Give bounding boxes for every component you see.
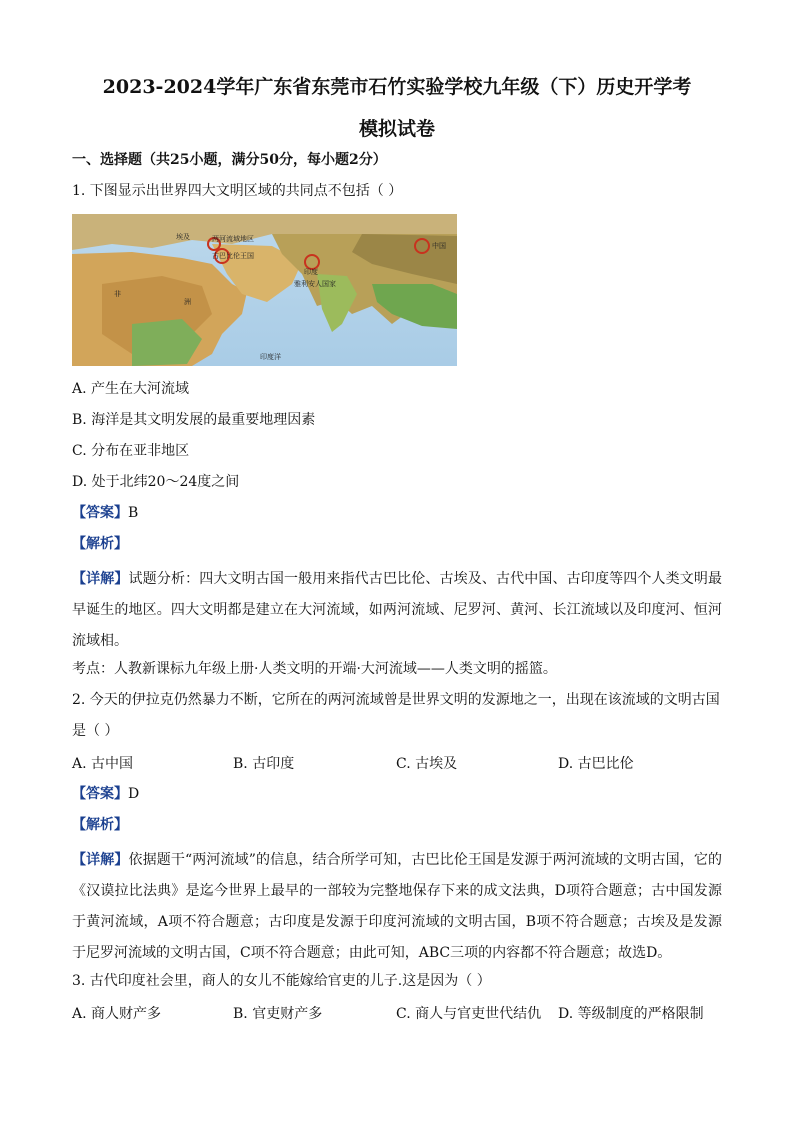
map-label-aryan: 雅利安人国家 [294,280,336,288]
map-label-india: 印度 [304,268,318,276]
page-title-line2: 模拟试卷 [358,118,435,140]
q3-option-c: C. 商人与官吏世代结仇 [396,1006,542,1022]
q3-option-b: B. 官吏财产多 [233,1006,323,1022]
page-title: 2023-2024学年广东省东莞市石竹实验学校九年级（下）历史开学考 [102,76,692,98]
answer-tag: 【答案】 [72,786,128,802]
q1-option-b: B. 海洋是其文明发展的最重要地理因素 [72,412,316,428]
q2-option-d: D. 古巴比伦 [558,756,634,772]
q2-answer [72,784,139,804]
map-label-africa-2: 洲 [184,298,191,306]
map-label-babylon: 古巴比伦王国 [212,252,254,260]
section-heading: 一、选择题（共25小题，满分50分，每小题2分） [72,152,387,168]
q1-option-d: D. 处于北纬20～24度之间 [72,474,240,490]
civilization-map [72,214,457,366]
map-label-africa-1: 非 [114,290,121,298]
q2-option-b: B. 古印度 [233,756,295,772]
answer-value: B [128,505,139,521]
detail-tag: 【详解】 [72,571,129,587]
answer-value: D [128,786,140,802]
q2-stem-line1: 2. 今天的伊拉克仍然暴力不断，它所在的两河流域曾是世界文明的发源地之一，出现在该流域的文明古国 [72,692,720,708]
q2-option-a: A. 古中国 [72,756,134,772]
q2-stem-line2: 是（ ） [72,723,119,739]
q1-detail: 【详解】试题分析：四大文明古国一般用来指代古巴比伦、古埃及、古代中国、古印度等四个人类文明最早诞生的地区。四大文明都是建立在大河流域，如两河流域、尼罗河、黄河、长江流域以及印度河、恒河流域相。 [72,571,723,649]
q3-stem: 3. 古代印度社会里，商人的女儿不能嫁给官吏的儿子.这是因为（ ） [72,973,491,989]
q2-detail: 【详解】依据题干“两河流域”的信息，结合所学可知，古巴比伦王国是发源于两河流域的文明古国，它的《汉谟拉比法典》是迄今世界上最早的一部较为完整地保存下来的成文法典，D项符合题意；古中国发源于黄河流域，A项不符合题意；古印度是发源于印度河流域的文明古国，B项不符合题意；古埃及是发源于尼罗河流域的文明古国，C项不符合题意；由此可知，ABC三项的内容都不符合题意；故选D。 [72,852,723,961]
q2-option-c: C. 古埃及 [396,756,458,772]
q2-analysis-tag: 【解析】 [72,817,128,833]
q3-option-a: A. 商人财产多 [72,1006,162,1022]
map-label-egypt: 埃及 [176,233,190,241]
q1-option-a: A. 产生在大河流域 [72,381,190,397]
detail-tag: 【详解】 [72,852,129,868]
q1-note: 考点：人教新课标九年级上册·人类文明的开端·大河流域——人类文明的摇篮。 [72,661,557,677]
map-label-two-rivers: 两河流域地区 [212,235,254,243]
q1-answer [72,503,138,523]
answer-tag: 【答案】 [72,505,128,521]
q1-analysis-tag: 【解析】 [72,536,128,552]
map-label-indian-ocean: 印度洋 [260,353,281,361]
map-label-china: 中国 [432,242,446,250]
q3-option-d: D. 等级制度的严格限制 [558,1006,704,1022]
q1-option-c: C. 分布在亚非地区 [72,443,190,459]
q1-stem: 1. 下图显示出世界四大文明区域的共同点不包括（ ） [72,183,403,199]
